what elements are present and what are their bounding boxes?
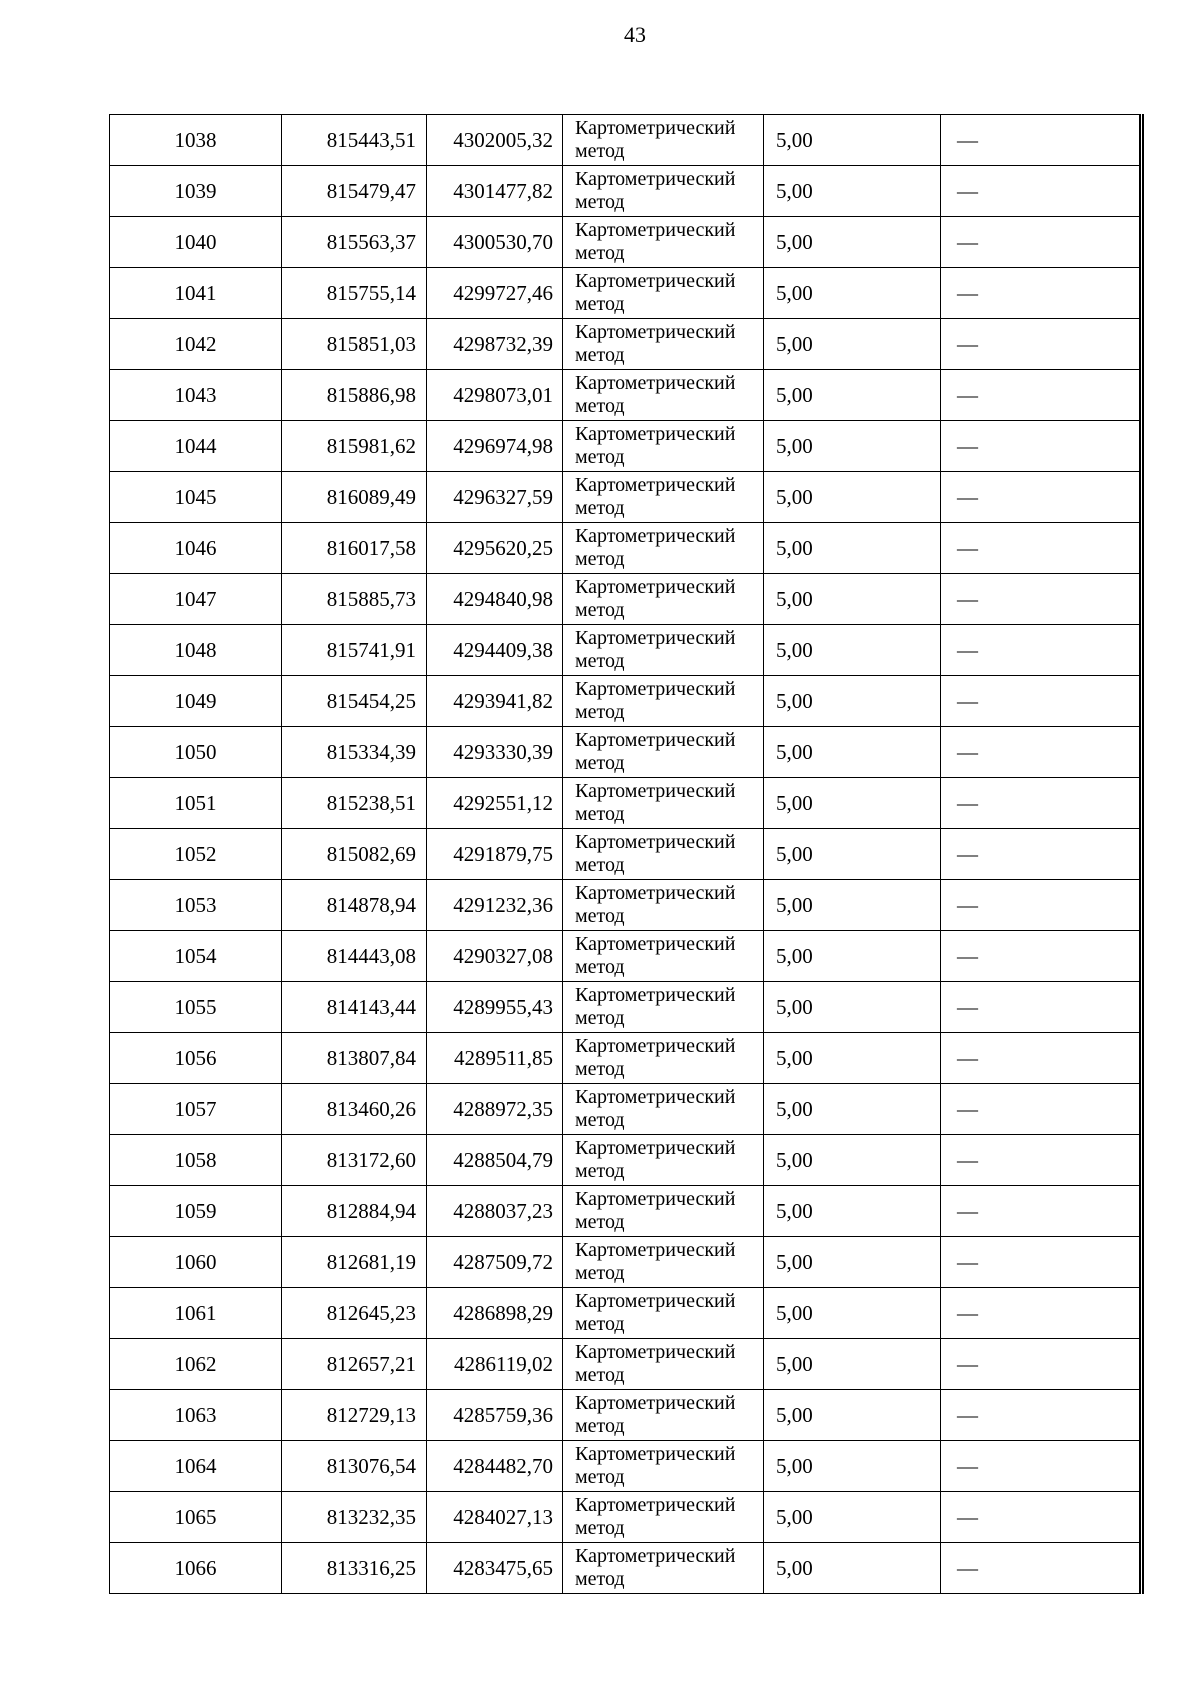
point-number-cell: 1050 <box>110 727 282 778</box>
table-row <box>110 880 1142 931</box>
y-coordinate-cell: 4288972,35 <box>427 1084 563 1135</box>
accuracy-cell: 5,00 <box>764 676 941 727</box>
x-coordinate-cell: 815981,62 <box>282 421 427 472</box>
point-number-cell: 1062 <box>110 1339 282 1390</box>
point-number-cell: 1060 <box>110 1237 282 1288</box>
method-text-line1: Картометрический <box>575 270 736 292</box>
point-number-cell: 1063 <box>110 1390 282 1441</box>
point-number-cell: 1057 <box>110 1084 282 1135</box>
method-text-line1: Картометрический <box>575 1035 736 1057</box>
method-text-line1: Картометрический <box>575 831 736 853</box>
x-coordinate-cell: 812645,23 <box>282 1288 427 1339</box>
note-cell: — <box>941 1492 1142 1543</box>
note-cell: — <box>941 268 1142 319</box>
note-cell: — <box>941 1390 1142 1441</box>
point-number-cell: 1061 <box>110 1288 282 1339</box>
method-text-line2: метод <box>575 701 625 723</box>
table-row <box>110 217 1142 268</box>
method-cell <box>563 166 764 217</box>
note-cell: — <box>941 523 1142 574</box>
y-coordinate-cell: 4287509,72 <box>427 1237 563 1288</box>
method-text-line1: Картометрический <box>575 882 736 904</box>
note-cell: — <box>941 217 1142 268</box>
accuracy-cell: 5,00 <box>764 472 941 523</box>
note-cell: — <box>941 676 1142 727</box>
method-text-line1: Картометрический <box>575 1545 736 1567</box>
method-cell <box>563 931 764 982</box>
point-number-cell: 1047 <box>110 574 282 625</box>
note-cell: — <box>941 931 1142 982</box>
table-row <box>110 982 1142 1033</box>
method-cell <box>563 1186 764 1237</box>
method-cell <box>563 472 764 523</box>
x-coordinate-cell: 815741,91 <box>282 625 427 676</box>
point-number-cell: 1051 <box>110 778 282 829</box>
method-text-line1: Картометрический <box>575 1188 736 1210</box>
accuracy-cell: 5,00 <box>764 625 941 676</box>
method-text-line1: Картометрический <box>575 372 736 394</box>
method-text-line2: метод <box>575 1160 625 1182</box>
table-row <box>110 1441 1142 1492</box>
method-cell <box>563 319 764 370</box>
method-cell <box>563 625 764 676</box>
note-cell: — <box>941 166 1142 217</box>
method-text-line2: метод <box>575 242 625 264</box>
accuracy-cell: 5,00 <box>764 1186 941 1237</box>
point-number-cell: 1048 <box>110 625 282 676</box>
method-text-line2: метод <box>575 548 625 570</box>
x-coordinate-cell: 815851,03 <box>282 319 427 370</box>
note-cell: — <box>941 625 1142 676</box>
y-coordinate-cell: 4291232,36 <box>427 880 563 931</box>
y-coordinate-cell: 4286119,02 <box>427 1339 563 1390</box>
method-cell <box>563 1135 764 1186</box>
point-number-cell: 1043 <box>110 370 282 421</box>
method-cell <box>563 1339 764 1390</box>
y-coordinate-cell: 4285759,36 <box>427 1390 563 1441</box>
accuracy-cell: 5,00 <box>764 166 941 217</box>
accuracy-cell: 5,00 <box>764 421 941 472</box>
table-row <box>110 370 1142 421</box>
x-coordinate-cell: 816017,58 <box>282 523 427 574</box>
y-coordinate-cell: 4292551,12 <box>427 778 563 829</box>
coordinates-table-container <box>109 114 1141 1594</box>
y-coordinate-cell: 4296974,98 <box>427 421 563 472</box>
method-text-line1: Картометрический <box>575 321 736 343</box>
x-coordinate-cell: 814443,08 <box>282 931 427 982</box>
note-cell: — <box>941 727 1142 778</box>
point-number-cell: 1064 <box>110 1441 282 1492</box>
accuracy-cell: 5,00 <box>764 982 941 1033</box>
method-text-line1: Картометрический <box>575 117 736 139</box>
accuracy-cell: 5,00 <box>764 829 941 880</box>
method-text-line1: Картометрический <box>575 729 736 751</box>
method-cell <box>563 982 764 1033</box>
method-text-line1: Картометрический <box>575 576 736 598</box>
point-number-cell: 1038 <box>110 115 282 166</box>
method-cell <box>563 115 764 166</box>
y-coordinate-cell: 4284027,13 <box>427 1492 563 1543</box>
method-cell <box>563 1084 764 1135</box>
note-cell: — <box>941 1186 1142 1237</box>
point-number-cell: 1052 <box>110 829 282 880</box>
method-cell <box>563 1390 764 1441</box>
x-coordinate-cell: 813807,84 <box>282 1033 427 1084</box>
point-number-cell: 1041 <box>110 268 282 319</box>
point-number-cell: 1042 <box>110 319 282 370</box>
method-cell <box>563 778 764 829</box>
method-cell <box>563 268 764 319</box>
method-cell <box>563 727 764 778</box>
y-coordinate-cell: 4293941,82 <box>427 676 563 727</box>
method-text-line2: метод <box>575 1415 625 1437</box>
method-text-line1: Картометрический <box>575 525 736 547</box>
accuracy-cell: 5,00 <box>764 1237 941 1288</box>
x-coordinate-cell: 812729,13 <box>282 1390 427 1441</box>
accuracy-cell: 5,00 <box>764 1390 941 1441</box>
x-coordinate-cell: 813316,25 <box>282 1543 427 1594</box>
y-coordinate-cell: 4301477,82 <box>427 166 563 217</box>
method-text-line1: Картометрический <box>575 1341 736 1363</box>
note-cell: — <box>941 574 1142 625</box>
table-row <box>110 166 1142 217</box>
method-text-line2: метод <box>575 956 625 978</box>
table-row <box>110 778 1142 829</box>
note-cell: — <box>941 778 1142 829</box>
method-text-line1: Картометрический <box>575 1137 736 1159</box>
x-coordinate-cell: 812884,94 <box>282 1186 427 1237</box>
point-number-cell: 1065 <box>110 1492 282 1543</box>
method-text-line1: Картометрический <box>575 423 736 445</box>
note-cell: — <box>941 880 1142 931</box>
y-coordinate-cell: 4300530,70 <box>427 217 563 268</box>
table-row <box>110 931 1142 982</box>
note-cell: — <box>941 1339 1142 1390</box>
method-text-line2: метод <box>575 1262 625 1284</box>
table-row <box>110 1033 1142 1084</box>
method-text-line2: метод <box>575 1007 625 1029</box>
method-text-line1: Картометрический <box>575 1392 736 1414</box>
method-text-line2: метод <box>575 1466 625 1488</box>
method-text-line2: метод <box>575 1058 625 1080</box>
point-number-cell: 1066 <box>110 1543 282 1594</box>
method-text-line2: метод <box>575 191 625 213</box>
table-row <box>110 1237 1142 1288</box>
x-coordinate-cell: 813232,35 <box>282 1492 427 1543</box>
method-cell <box>563 1288 764 1339</box>
table-row <box>110 1390 1142 1441</box>
note-cell: — <box>941 982 1142 1033</box>
table-row <box>110 115 1142 166</box>
point-number-cell: 1040 <box>110 217 282 268</box>
method-cell <box>563 421 764 472</box>
accuracy-cell: 5,00 <box>764 268 941 319</box>
method-text-line2: метод <box>575 497 625 519</box>
table-row <box>110 829 1142 880</box>
method-cell <box>563 574 764 625</box>
method-text-line2: метод <box>575 395 625 417</box>
note-cell: — <box>941 421 1142 472</box>
method-text-line2: метод <box>575 1568 625 1590</box>
x-coordinate-cell: 814878,94 <box>282 880 427 931</box>
x-coordinate-cell: 813460,26 <box>282 1084 427 1135</box>
note-cell: — <box>941 1288 1142 1339</box>
x-coordinate-cell: 813172,60 <box>282 1135 427 1186</box>
method-text-line2: метод <box>575 1517 625 1539</box>
method-cell <box>563 1441 764 1492</box>
method-text-line2: метод <box>575 1211 625 1233</box>
accuracy-cell: 5,00 <box>764 1441 941 1492</box>
method-text-line1: Картометрический <box>575 1086 736 1108</box>
coordinates-table <box>109 114 1144 1594</box>
table-row <box>110 319 1142 370</box>
y-coordinate-cell: 4289955,43 <box>427 982 563 1033</box>
accuracy-cell: 5,00 <box>764 880 941 931</box>
note-cell: — <box>941 319 1142 370</box>
method-text-line2: метод <box>575 1364 625 1386</box>
point-number-cell: 1039 <box>110 166 282 217</box>
accuracy-cell: 5,00 <box>764 931 941 982</box>
accuracy-cell: 5,00 <box>764 727 941 778</box>
y-coordinate-cell: 4296327,59 <box>427 472 563 523</box>
method-text-line2: метод <box>575 854 625 876</box>
table-row <box>110 1135 1142 1186</box>
x-coordinate-cell: 815755,14 <box>282 268 427 319</box>
point-number-cell: 1054 <box>110 931 282 982</box>
method-cell <box>563 1543 764 1594</box>
method-cell <box>563 1033 764 1084</box>
page-number: 43 <box>624 22 646 47</box>
y-coordinate-cell: 4284482,70 <box>427 1441 563 1492</box>
x-coordinate-cell: 815082,69 <box>282 829 427 880</box>
x-coordinate-cell: 812657,21 <box>282 1339 427 1390</box>
note-cell: — <box>941 1135 1142 1186</box>
table-row <box>110 625 1142 676</box>
y-coordinate-cell: 4298073,01 <box>427 370 563 421</box>
point-number-cell: 1045 <box>110 472 282 523</box>
x-coordinate-cell: 815886,98 <box>282 370 427 421</box>
point-number-cell: 1053 <box>110 880 282 931</box>
method-text-line1: Картометрический <box>575 168 736 190</box>
method-text-line1: Картометрический <box>575 1443 736 1465</box>
method-text-line1: Картометрический <box>575 627 736 649</box>
y-coordinate-cell: 4291879,75 <box>427 829 563 880</box>
y-coordinate-cell: 4295620,25 <box>427 523 563 574</box>
note-cell: — <box>941 1543 1142 1594</box>
method-text-line2: метод <box>575 344 625 366</box>
note-cell: — <box>941 370 1142 421</box>
method-text-line1: Картометрический <box>575 474 736 496</box>
method-cell <box>563 523 764 574</box>
accuracy-cell: 5,00 <box>764 1492 941 1543</box>
x-coordinate-cell: 815334,39 <box>282 727 427 778</box>
x-coordinate-cell: 814143,44 <box>282 982 427 1033</box>
x-coordinate-cell: 815443,51 <box>282 115 427 166</box>
y-coordinate-cell: 4283475,65 <box>427 1543 563 1594</box>
method-cell <box>563 370 764 421</box>
note-cell: — <box>941 1033 1142 1084</box>
table-row <box>110 472 1142 523</box>
y-coordinate-cell: 4299727,46 <box>427 268 563 319</box>
accuracy-cell: 5,00 <box>764 1339 941 1390</box>
table-row <box>110 1186 1142 1237</box>
method-text-line1: Картометрический <box>575 780 736 802</box>
accuracy-cell: 5,00 <box>764 778 941 829</box>
accuracy-cell: 5,00 <box>764 1084 941 1135</box>
method-text-line1: Картометрический <box>575 1239 736 1261</box>
point-number-cell: 1056 <box>110 1033 282 1084</box>
accuracy-cell: 5,00 <box>764 319 941 370</box>
y-coordinate-cell: 4289511,85 <box>427 1033 563 1084</box>
y-coordinate-cell: 4294840,98 <box>427 574 563 625</box>
method-cell <box>563 829 764 880</box>
note-cell: — <box>941 472 1142 523</box>
method-cell <box>563 1492 764 1543</box>
table-row <box>110 574 1142 625</box>
table-row <box>110 268 1142 319</box>
accuracy-cell: 5,00 <box>764 217 941 268</box>
coordinates-table-body <box>110 115 1142 1594</box>
x-coordinate-cell: 812681,19 <box>282 1237 427 1288</box>
method-text-line1: Картометрический <box>575 1494 736 1516</box>
x-coordinate-cell: 815885,73 <box>282 574 427 625</box>
table-row <box>110 1288 1142 1339</box>
point-number-cell: 1058 <box>110 1135 282 1186</box>
method-text-line1: Картометрический <box>575 678 736 700</box>
accuracy-cell: 5,00 <box>764 1288 941 1339</box>
method-text-line2: метод <box>575 803 625 825</box>
x-coordinate-cell: 813076,54 <box>282 1441 427 1492</box>
y-coordinate-cell: 4298732,39 <box>427 319 563 370</box>
method-text-line2: метод <box>575 293 625 315</box>
accuracy-cell: 5,00 <box>764 1543 941 1594</box>
method-text-line2: метод <box>575 1109 625 1131</box>
method-cell <box>563 676 764 727</box>
accuracy-cell: 5,00 <box>764 1135 941 1186</box>
x-coordinate-cell: 815238,51 <box>282 778 427 829</box>
method-text-line2: метод <box>575 140 625 162</box>
y-coordinate-cell: 4302005,32 <box>427 115 563 166</box>
note-cell: — <box>941 1084 1142 1135</box>
point-number-cell: 1055 <box>110 982 282 1033</box>
x-coordinate-cell: 815479,47 <box>282 166 427 217</box>
method-text-line1: Картометрический <box>575 1290 736 1312</box>
method-text-line1: Картометрический <box>575 219 736 241</box>
method-cell <box>563 217 764 268</box>
y-coordinate-cell: 4290327,08 <box>427 931 563 982</box>
x-coordinate-cell: 816089,49 <box>282 472 427 523</box>
accuracy-cell: 5,00 <box>764 1033 941 1084</box>
point-number-cell: 1044 <box>110 421 282 472</box>
note-cell: — <box>941 1237 1142 1288</box>
point-number-cell: 1049 <box>110 676 282 727</box>
note-cell: — <box>941 115 1142 166</box>
y-coordinate-cell: 4294409,38 <box>427 625 563 676</box>
method-text-line1: Картометрический <box>575 984 736 1006</box>
table-row <box>110 1084 1142 1135</box>
method-cell <box>563 880 764 931</box>
accuracy-cell: 5,00 <box>764 523 941 574</box>
note-cell: — <box>941 829 1142 880</box>
y-coordinate-cell: 4288037,23 <box>427 1186 563 1237</box>
point-number-cell: 1046 <box>110 523 282 574</box>
table-row <box>110 676 1142 727</box>
x-coordinate-cell: 815454,25 <box>282 676 427 727</box>
method-cell <box>563 1237 764 1288</box>
method-text-line2: метод <box>575 599 625 621</box>
method-text-line2: метод <box>575 650 625 672</box>
method-text-line1: Картометрический <box>575 933 736 955</box>
table-row <box>110 1543 1142 1594</box>
note-cell: — <box>941 1441 1142 1492</box>
accuracy-cell: 5,00 <box>764 370 941 421</box>
y-coordinate-cell: 4293330,39 <box>427 727 563 778</box>
method-text-line2: метод <box>575 446 625 468</box>
y-coordinate-cell: 4288504,79 <box>427 1135 563 1186</box>
table-row <box>110 1339 1142 1390</box>
accuracy-cell: 5,00 <box>764 574 941 625</box>
method-text-line2: метод <box>575 1313 625 1335</box>
y-coordinate-cell: 4286898,29 <box>427 1288 563 1339</box>
table-row <box>110 727 1142 778</box>
method-text-line2: метод <box>575 752 625 774</box>
x-coordinate-cell: 815563,37 <box>282 217 427 268</box>
point-number-cell: 1059 <box>110 1186 282 1237</box>
table-row <box>110 523 1142 574</box>
table-row <box>110 421 1142 472</box>
table-row <box>110 1492 1142 1543</box>
accuracy-cell: 5,00 <box>764 115 941 166</box>
method-text-line2: метод <box>575 905 625 927</box>
